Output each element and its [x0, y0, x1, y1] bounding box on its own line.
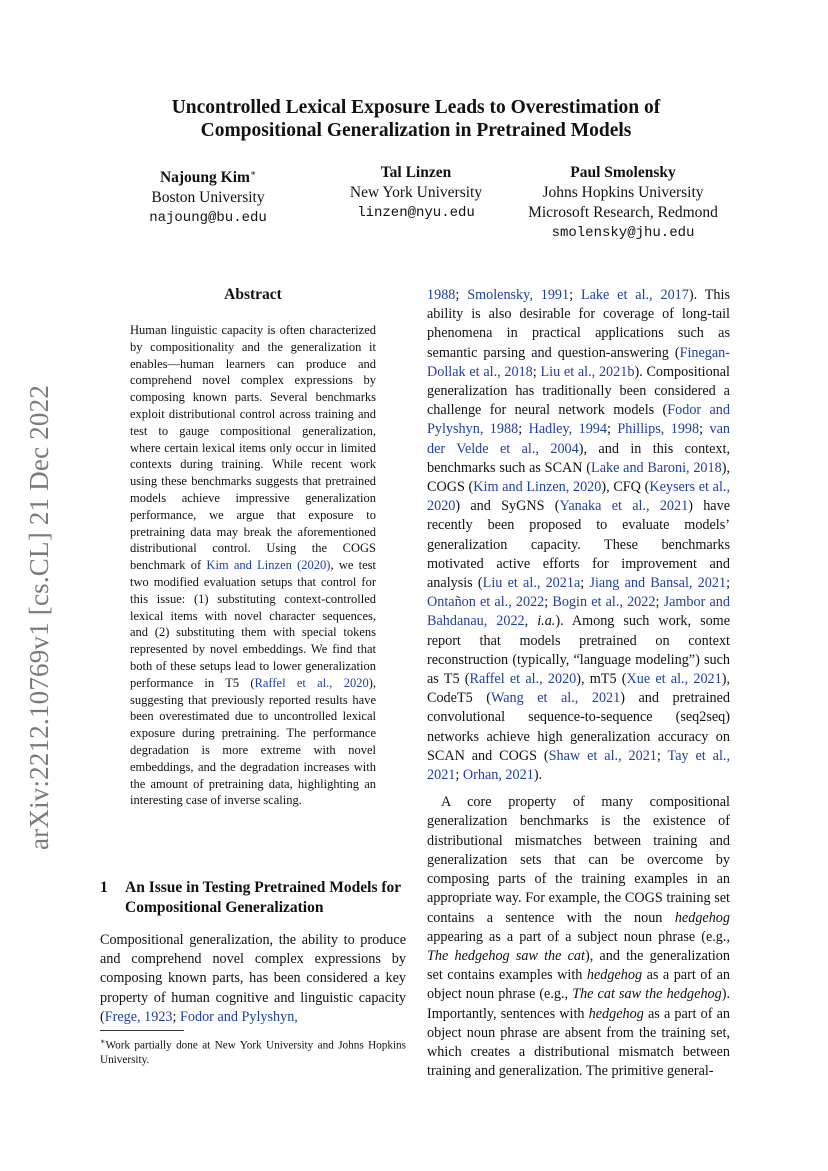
citation-link[interactable]: Lake et al., 2017 [580, 287, 689, 303]
paragraph-text: ) and SyGNS ( [455, 498, 560, 515]
paragraph-text: ) have recently been proposed to evaluate models’ generalization capacity. These benchmarks motivated active efforts for improvement and analysis ( [427, 498, 730, 592]
citation-link[interactable]: Fodor and Pylyshyn, [180, 1008, 298, 1025]
author-block-3 [508, 163, 738, 243]
paragraph-text: , [524, 613, 538, 630]
italic-text: i.a. [537, 613, 556, 630]
paragraph-text: ; [580, 575, 590, 592]
paragraph-text: ), mT5 ( [576, 671, 627, 688]
paragraph-text: ), COGS ( [427, 459, 730, 496]
paragraph-text: ), and in this context, benchmarks such as SCAN ( [427, 440, 730, 476]
paragraph-text: ). [533, 767, 543, 784]
author-name: Tal Linzen [380, 164, 452, 181]
abstract-heading: Abstract [224, 286, 282, 303]
title-line-1: Uncontrolled Lexical Exposure Leads to Overestimation of [171, 97, 661, 118]
citation-link[interactable]: Xue et al., 2021 [626, 671, 722, 688]
paragraph-text: ). Compositional generalization has traditionally been considered a challenge for neural network models ( [427, 363, 730, 419]
citation-link[interactable]: Kim and Linzen (2020) [206, 558, 331, 573]
author-affiliation: Johns Hopkins University [542, 184, 704, 201]
paragraph-text: ; [544, 594, 553, 611]
italic-text: The cat saw the hedgehog [572, 986, 722, 1003]
author-affiliation: New York University [349, 184, 483, 201]
author-name-text: Najoung Kim [159, 169, 250, 187]
citation-link[interactable]: Bogin et al., 2022 [552, 594, 656, 611]
paragraph-text: ; [532, 363, 541, 380]
citation-link[interactable]: 1988 [427, 287, 456, 303]
paragraph-text: as a part of an object noun phrase are absent from the training set, which creates a distributional mismatch between training and generalization. The primitive general- [427, 1005, 730, 1080]
right-column [427, 286, 730, 1081]
paragraph-text: A core property of many compositional generalization benchmarks is the existence of distributional mismatches between training and generalization sets that can be overcome by composing parts of the training examples in an appropriate way. For example, the COGS training set contains a sentence with the noun [427, 794, 730, 926]
abstract-body [130, 322, 376, 809]
paragraph-text: ). Among such work, some report that models pretrained on context reconstruction (typically, “language modeling”) such as T5 ( [427, 613, 731, 688]
citation-link[interactable]: Raffel et al., 2020 [469, 671, 577, 688]
citation-link[interactable]: Raffel et al., 2020 [254, 675, 369, 690]
section-text: ; [172, 1008, 181, 1025]
paragraph-text: ; [655, 594, 664, 611]
citation-link[interactable]: Hadley, 1994 [528, 421, 607, 438]
citation-link[interactable]: Finegan-Dollak et al., 2018 [427, 344, 730, 380]
author-affiliation-2: Microsoft Research, Redmond [528, 204, 718, 221]
paragraph-text: ; [606, 421, 618, 438]
paragraph-text: appearing as a part of a subject noun phrase (e.g., [427, 928, 730, 945]
citation-link[interactable]: van der Velde et al., 2004 [427, 421, 730, 457]
citation-link[interactable]: Jiang and Bansal, 2021 [589, 575, 727, 592]
author-email[interactable]: najoung@bu.edu [149, 210, 267, 227]
citation-link[interactable]: Kim and Linzen, 2020 [473, 479, 602, 496]
citation-link[interactable]: Smolensky, 1991 [467, 287, 570, 303]
section-text: Compositional generalization, the ability to produce and comprehend novel complex expressions by composing known parts, has been considered a key property of human cognitive and linguistic capacity ( [100, 932, 406, 1025]
paragraph-text: ; [455, 287, 468, 303]
paragraph-text: ; [518, 421, 529, 438]
paragraph [427, 286, 730, 785]
paper-title [120, 96, 712, 142]
citation-link[interactable]: Ontañon et al., 2022 [427, 594, 545, 611]
author-name [108, 163, 308, 188]
italic-text: hedgehog [586, 967, 643, 984]
italic-text: The hedgehog saw the cat [427, 947, 585, 964]
footnote [100, 1035, 406, 1068]
citation-link[interactable]: Fodor and Pylyshyn, 1988 [427, 402, 730, 438]
arxiv-stamp: arXiv:2212.10769v1 [cs.CL] 21 Dec 2022 [24, 384, 54, 850]
citation-link[interactable]: Wang et al., 2021 [490, 690, 621, 707]
paragraph-text: ; [455, 767, 463, 784]
footnote-mark: ∗ [100, 1037, 106, 1046]
citation-link[interactable]: Lake and Baroni, 2018 [591, 459, 722, 476]
paragraph [427, 793, 730, 1081]
citation-link[interactable]: Shaw et al., 2021 [548, 747, 657, 764]
citation-link[interactable]: Liu et al., 2021b [540, 363, 635, 380]
paragraph-text: ), CodeT5 ( [427, 671, 731, 707]
author-email[interactable]: linzen@nyu.edu [357, 205, 475, 221]
paragraph-text: as a part of an object noun phrase (e.g., [427, 967, 730, 1003]
title-line-2: Compositional Generalization in Pretrained Models [200, 120, 632, 141]
paragraph-text: ). Importantly, sentences with [427, 986, 731, 1022]
author-block-1 [108, 163, 308, 228]
arxiv-stamp-container [16, 360, 66, 860]
author-block-2 [316, 163, 516, 223]
paragraph-text: ). This ability is also desirable for coverage of long-tail phenomena in practical applications such as semantic parsing and question-answering ( [427, 287, 730, 361]
citation-link[interactable]: Jambor and Bahdanau, 2022 [427, 594, 730, 630]
citation-link[interactable]: Liu et al., 2021a [482, 575, 581, 592]
paragraph-text: ; [656, 747, 668, 764]
author-name: Paul Smolensky [570, 164, 676, 181]
italic-text: hedgehog [588, 1005, 644, 1022]
citation-link[interactable]: Orhan, 2021 [462, 767, 534, 784]
section-number: 1 [100, 879, 108, 896]
paragraph-text: ; [726, 575, 731, 592]
citation-link[interactable]: Phillips, 1998 [617, 421, 700, 438]
author-email[interactable]: smolensky@jhu.edu [551, 225, 695, 241]
citation-link[interactable]: Frege, 1923 [104, 1008, 173, 1025]
abstract-text: , we test two modified evaluation setups that control for this issue: (1) substituting context-controlled lexical items with novel character sequences, and (2) substituting them with special tokens represented by novel embeddings. We find that both of these setups lead to lower generalization performance in T5 ( [130, 558, 376, 690]
paragraph-text: ; [569, 287, 581, 303]
italic-text: hedgehog [674, 909, 730, 926]
author-affiliation: Boston University [151, 189, 265, 207]
section-heading [100, 878, 410, 918]
citation-link[interactable]: Keysers et al., 2020 [427, 479, 730, 515]
paragraph-text: ), CFQ ( [601, 479, 650, 496]
paragraph-text: ) and pretrained convolutional sequence-to-sequence (seq2seq) networks achieve high generalization accuracy on SCAN and COGS ( [427, 690, 731, 764]
footnote-text: Work partially done at New York University and Johns Hopkins University. [100, 1039, 406, 1067]
footnote-rule [100, 1030, 184, 1031]
citation-link[interactable]: Tay et al., 2021 [427, 747, 730, 784]
paragraph-text: ; [699, 421, 710, 438]
abstract-text: Human linguistic capacity is often characterized by compositionality and the generalization it enables—human learners can produce and comprehend novel complex expressions by composing known parts. Several benchmarks exploit distributional control across training and test to gauge compositional generalization, where certain lexical items only occur in limited contexts during training. While recent work using these benchmarks suggests that pretrained models achieve impressive generalization performance, we argue that exposure to pretraining data may break the aforementioned distributional control. Using the COGS benchmark of [130, 323, 376, 573]
author-mark: ∗ [249, 168, 257, 178]
paragraph-text: ), and the generalization set contains examples with [427, 947, 730, 984]
section-title: An Issue in Testing Pretrained Models for Compositional Generalization [125, 879, 401, 916]
citation-link[interactable]: Yanaka et al., 2021 [559, 498, 689, 515]
section-body [100, 931, 406, 1027]
abstract-text: ), suggesting that previously reported results have been overestimated due to uncontrolled lexical exposure during pretraining. The performance degradation is more extreme with novel embeddings, and the degradation increases with the amount of pretraining data, highlighting an interesting case of inverse scaling. [130, 675, 376, 808]
